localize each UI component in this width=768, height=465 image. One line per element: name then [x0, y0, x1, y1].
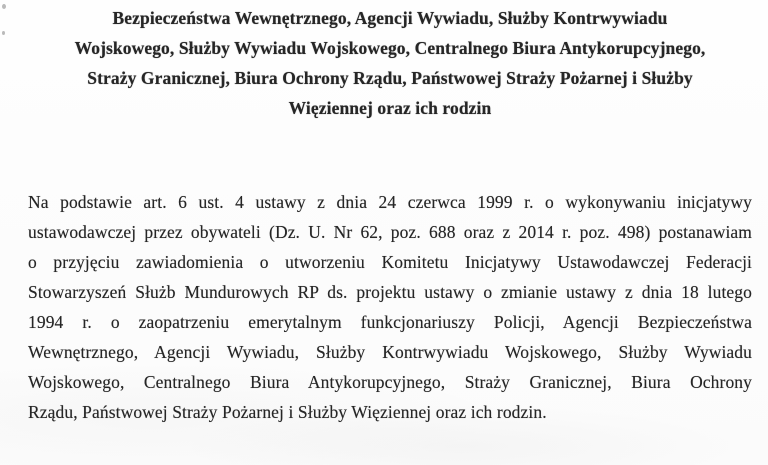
scan-speck — [2, 31, 5, 35]
heading-line: Bezpieczeństwa Wewnętrznego, Agencji Wywiadu, Służby Kontrwywiadu — [112, 8, 668, 28]
document-heading — [28, 0, 752, 123]
paragraph-line: Na podstawie art. 6 ust. 4 ustawy z dnia 24 czerwca 1999 r. o wykonywaniu inicjatywy — [28, 192, 752, 212]
heading-line: Wojskowego, Służby Wywiadu Wojskowego, Centralnego Biura Antykorupcyjnego, — [74, 38, 706, 58]
scan-speck — [2, 4, 6, 9]
paragraph-line: ustawodawczej przez obywateli (Dz. U. Nr 62, poz. 688 oraz z 2014 r. poz. 498) postanawiam — [28, 222, 752, 242]
heading-body-gap — [28, 123, 752, 187]
paragraph-line: Wewnętrznego, Agencji Wywiadu, Służby Kontrwywiadu Wojskowego, Służby Wywiadu — [28, 342, 752, 362]
heading-line: Straży Granicznej, Biura Ochrony Rządu, Państwowej Straży Pożarnej i Służby — [87, 68, 693, 88]
paragraph-line: Stowarzyszeń Służb Mundurowych RP ds. projektu ustawy o zmianie ustawy z dnia 18 lutego — [28, 282, 752, 302]
paragraph-line: Wojskowego, Centralnego Biura Antykorupcyjnego, Straży Granicznej, Biura Ochrony — [28, 372, 752, 392]
paragraph-line: 1994 r. o zaopatrzeniu emerytalnym funkcjonariuszy Policji, Agencji Bezpieczeństwa — [28, 312, 752, 332]
paragraph-line: Rządu, Państwowej Straży Pożarnej i Służby Więziennej oraz ich rodzin. — [28, 402, 547, 422]
heading-line: Więziennej oraz ich rodzin — [288, 98, 492, 118]
document-paragraph — [28, 187, 752, 427]
paragraph-line: o przyjęciu zawiadomienia o utworzeniu Komitetu Inicjatywy Ustawodawczej Federacji — [28, 252, 752, 272]
document-content — [28, 0, 752, 427]
